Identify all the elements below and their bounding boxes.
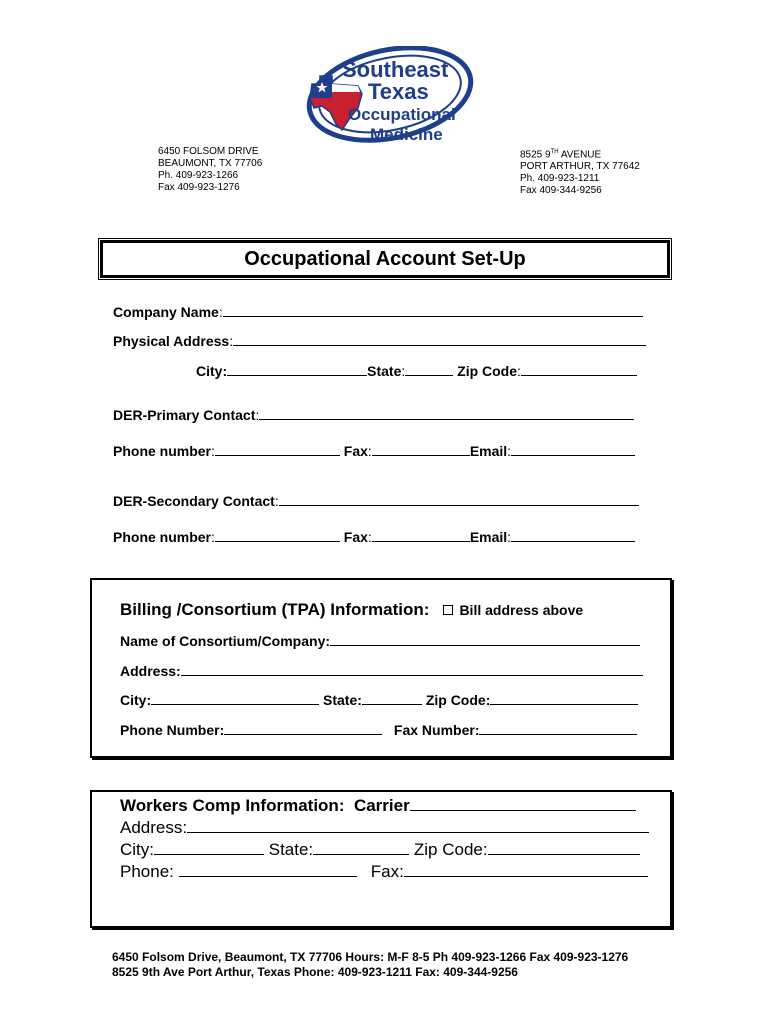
der-secondary-field[interactable] (279, 492, 639, 506)
workers-comp-heading-row: Workers Comp Information: Carrier (120, 795, 636, 816)
secondary-fax-field[interactable] (372, 528, 470, 542)
secondary-email-field[interactable] (511, 528, 635, 542)
billing-heading-row (120, 600, 583, 620)
billing-phone-row: Phone Number: Fax Number: (120, 721, 637, 738)
carrier-field[interactable] (410, 795, 636, 811)
company-name-row: Company Name: (113, 303, 643, 320)
wc-phone-field[interactable] (179, 861, 357, 877)
primary-fax-field[interactable] (372, 442, 470, 456)
billing-heading: Billing /Consortium (TPA) Information: (120, 600, 430, 619)
right-phone: Ph. 409-923-1211 (520, 173, 600, 185)
page-title: Occupational Account Set-Up (244, 248, 526, 270)
wc-fax-field[interactable] (404, 861, 648, 877)
der-secondary-row: DER-Secondary Contact: (113, 492, 639, 509)
billing-address-field[interactable] (181, 662, 643, 676)
logo-line-southeast: Southeast (342, 57, 449, 82)
city-state-zip-row: City: State: Zip Code: (196, 362, 637, 379)
left-street: 6450 FOLSOM DRIVE (158, 146, 259, 157)
primary-phone-row: Phone number: Fax: Email: (113, 442, 635, 459)
footer-line-2: 8525 9th Ave Port Arthur, Texas Phone: 409-923-1211 Fax: 409-344-9256 (112, 965, 518, 979)
billing-fax-field[interactable] (479, 721, 637, 735)
billing-state-field[interactable] (362, 691, 422, 705)
right-address (520, 146, 640, 197)
wc-city-field[interactable] (154, 839, 264, 855)
bill-address-above-checkbox[interactable] (443, 605, 453, 615)
primary-phone-field[interactable] (215, 442, 340, 456)
wc-phone-row: Phone: Fax: (120, 861, 648, 882)
wc-zip-field[interactable] (488, 839, 640, 855)
bill-address-above-label: Bill address above (459, 602, 584, 618)
wc-city-row: City: State: Zip Code: (120, 839, 640, 860)
right-street: 8525 9TH AVENUE (520, 149, 602, 161)
billing-city-field[interactable] (151, 691, 319, 705)
logo-line-medicine: Medicine (370, 125, 443, 144)
city-field[interactable] (227, 362, 367, 376)
zip-field[interactable] (521, 362, 637, 376)
left-fax: Fax 409-923-1276 (158, 182, 240, 193)
billing-phone-field[interactable] (224, 721, 382, 735)
wc-address-field[interactable] (187, 817, 649, 833)
logo-line-occupational: Occupational (348, 105, 456, 124)
company-logo (298, 46, 476, 150)
right-city: PORT ARTHUR, TX 77642 (520, 161, 640, 173)
footer-line-1: 6450 Folsom Drive, Beaumont, TX 77706 Hours: M-F 8-5 Ph 409-923-1266 Fax 409-923-1276 (112, 950, 629, 964)
footer (112, 950, 628, 980)
wc-state-field[interactable] (313, 839, 409, 855)
logo-line-texas: Texas (368, 79, 429, 104)
secondary-phone-row: Phone number: Fax: Email: (113, 528, 635, 545)
primary-email-field[interactable] (511, 442, 635, 456)
billing-city-row: City: State: Zip Code: (120, 691, 638, 708)
left-city: BEAUMONT, TX 77706 (158, 158, 263, 169)
right-fax: Fax 409-344-9256 (520, 185, 602, 197)
left-address (158, 146, 262, 194)
der-primary-field[interactable] (259, 406, 634, 420)
workers-comp-heading: Workers Comp Information: (120, 796, 345, 815)
physical-address-row: Physical Address: (113, 332, 646, 349)
der-primary-row: DER-Primary Contact: (113, 406, 634, 423)
consortium-name-row: Name of Consortium/Company: (120, 632, 640, 649)
wc-address-row: Address: (120, 817, 649, 838)
title-box (100, 240, 670, 278)
state-field[interactable] (405, 362, 453, 376)
physical-address-field[interactable] (233, 332, 646, 346)
billing-address-row: Address: (120, 662, 643, 679)
billing-zip-field[interactable] (490, 691, 638, 705)
secondary-phone-field[interactable] (215, 528, 340, 542)
consortium-name-field[interactable] (330, 632, 640, 646)
left-phone: Ph. 409-923-1266 (158, 170, 239, 181)
company-name-field[interactable] (223, 303, 643, 317)
